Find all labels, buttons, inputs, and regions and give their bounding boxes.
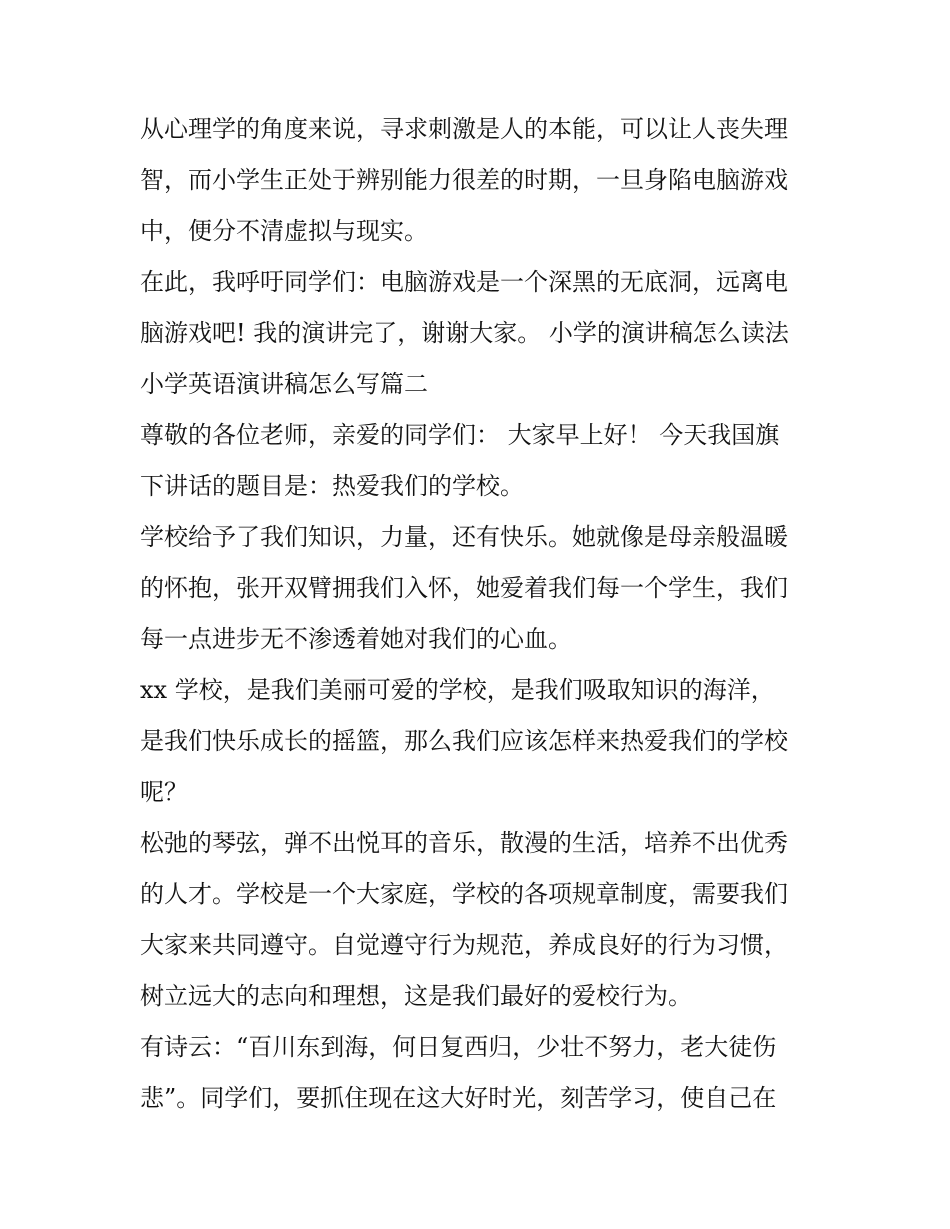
text-line: 的人才。学校是一个大家庭，学校的各项规章制度，需要我们 [140, 880, 788, 908]
text-line: 在此，我呼吁同学们：电脑游戏是一个深黑的无底洞，远离电 [140, 268, 788, 296]
text-line: 有诗云：“百川东到海，何日复西归，少壮不努力，老大徒伤 [140, 1033, 777, 1061]
document-body [140, 104, 820, 1124]
text-line: 学校给予了我们知识，力量，还有快乐。她就像是母亲般温暖 [140, 523, 788, 551]
text-line: 智，而小学生正处于辨别能力很差的时期，一旦身陷电脑游戏 [140, 166, 788, 194]
text-line: 尊敬的各位老师，亲爱的同学们： 大家早上好！ 今天我国旗 [140, 421, 780, 449]
text-line: 呢？ [140, 778, 188, 806]
section-heading: 小学英语演讲稿怎么写篇二 [140, 370, 428, 398]
text-line: 是我们快乐成长的摇篮，那么我们应该怎样来热爱我们的学校 [140, 727, 788, 755]
text-line: 从心理学的角度来说，寻求刺激是人的本能，可以让人丧失理 [140, 115, 788, 143]
text-line: 悲”。同学们，要抓住现在这大好时光，刻苦学习，使自己在 [140, 1084, 777, 1112]
text-line: 下讲话的题目是：热爱我们的学校。 [140, 472, 524, 500]
text-line: 的怀抱，张开双臂拥我们入怀，她爱着我们每一个学生，我们 [140, 574, 788, 602]
text-line: 中，便分不清虚拟与现实。 [140, 217, 428, 245]
text-line: 大家来共同遵守。自觉遵守行为规范，养成良好的行为习惯， [140, 931, 788, 959]
text-line: 树立远大的志向和理想，这是我们最好的爱校行为。 [140, 982, 692, 1010]
text-line: 每一点进步无不渗透着她对我们的心血。 [140, 625, 572, 653]
text-line: xx 学校，是我们美丽可爱的学校，是我们吸取知识的海洋， [140, 676, 775, 704]
text-line: 脑游戏吧! 我的演讲完了，谢谢大家。 小学的演讲稿怎么读法 [140, 319, 789, 347]
text-line: 松弛的琴弦，弹不出悦耳的音乐，散漫的生活，培养不出优秀 [140, 829, 788, 857]
